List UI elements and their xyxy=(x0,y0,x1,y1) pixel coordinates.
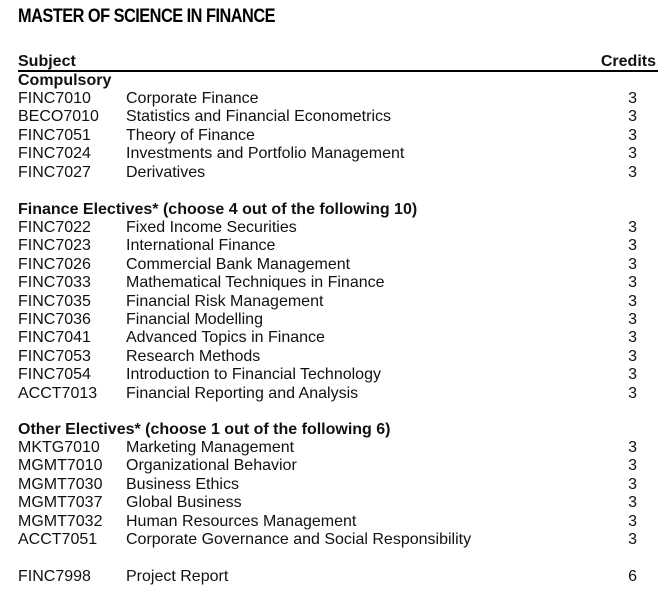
course-row xyxy=(18,293,656,311)
course-name: Commercial Bank Management xyxy=(126,255,351,273)
course-code: FINC7010 xyxy=(18,90,91,107)
course-name: Organizational Behavior xyxy=(126,457,297,475)
course-credits: 3 xyxy=(628,237,637,255)
course-credits: 3 xyxy=(628,274,637,292)
course-credits: 3 xyxy=(628,530,637,548)
course-credits: 3 xyxy=(628,292,637,310)
course-name: International Finance xyxy=(126,237,276,255)
course-name: Project Report xyxy=(126,568,229,585)
course-code: FINC7054 xyxy=(18,366,91,384)
course-name: Mathematical Techniques in Finance xyxy=(126,274,385,292)
course-row xyxy=(18,274,656,292)
course-name: Marketing Management xyxy=(126,439,295,456)
course-name: Corporate Finance xyxy=(126,90,259,107)
course-name: Introduction to Financial Technology xyxy=(126,366,381,384)
course-code: FINC7036 xyxy=(18,310,91,328)
course-credits: 3 xyxy=(628,163,637,181)
course-credits: 3 xyxy=(628,494,637,512)
course-row xyxy=(18,531,656,549)
course-code: MGMT7010 xyxy=(18,457,103,475)
course-row xyxy=(18,237,656,255)
course-code: ACCT7013 xyxy=(18,384,98,402)
course-row xyxy=(18,145,656,163)
course-name: Advanced Topics in Finance xyxy=(126,329,325,347)
course-credits: 3 xyxy=(628,255,637,273)
course-name: Statistics and Financial Econometrics xyxy=(126,108,391,126)
course-code: FINC7041 xyxy=(18,329,91,347)
course-row xyxy=(18,127,656,145)
course-code: MGMT7030 xyxy=(18,475,103,493)
course-row xyxy=(18,108,656,126)
course-credits: 3 xyxy=(628,347,637,365)
course-row xyxy=(18,311,656,329)
section-title: Finance Electives* (choose 4 out of the following 10) xyxy=(18,201,418,218)
table-header xyxy=(18,53,658,72)
course-credits: 3 xyxy=(628,90,637,107)
course-name: Financial Reporting and Analysis xyxy=(126,384,359,402)
course-code: MGMT7032 xyxy=(18,512,103,530)
course-row xyxy=(18,513,656,531)
course-credits: 3 xyxy=(628,219,637,236)
section-title: Other Electives* (choose 1 out of the following 6) xyxy=(18,421,391,438)
course-credits: 3 xyxy=(628,145,637,163)
course-name: Theory of Finance xyxy=(126,126,255,144)
course-row xyxy=(18,439,656,457)
course-code: FINC7035 xyxy=(18,292,91,310)
section-project xyxy=(18,568,656,586)
course-code: FINC7024 xyxy=(18,145,91,163)
course-row xyxy=(18,385,656,403)
course-code: FINC7051 xyxy=(18,126,91,144)
course-code: FINC7022 xyxy=(18,219,91,236)
course-code: BECO7010 xyxy=(18,108,99,126)
course-credits: 3 xyxy=(628,512,637,530)
course-code: FINC7026 xyxy=(18,255,91,273)
course-row xyxy=(18,568,656,586)
course-name: Human Resources Management xyxy=(126,512,357,530)
course-code: ACCT7051 xyxy=(18,530,98,548)
course-credits: 3 xyxy=(628,108,637,126)
section-title: Compulsory xyxy=(18,72,112,89)
course-row xyxy=(18,329,656,347)
subject-column-header: Subject xyxy=(18,53,76,70)
course-row xyxy=(18,164,656,182)
course-name: Research Methods xyxy=(126,347,261,365)
course-credits: 3 xyxy=(628,329,637,347)
course-row xyxy=(18,476,656,494)
section-other-electives xyxy=(18,421,656,549)
course-code: FINC7998 xyxy=(18,568,91,585)
course-credits: 3 xyxy=(628,384,637,402)
course-code: FINC7027 xyxy=(18,163,91,181)
page-title: MASTER OF SCIENCE IN FINANCE xyxy=(18,6,275,27)
course-row xyxy=(18,457,656,475)
course-credits: 3 xyxy=(628,310,637,328)
course-name: Financial Modelling xyxy=(126,310,263,328)
course-credits: 6 xyxy=(628,568,637,585)
course-row xyxy=(18,256,656,274)
course-code: MGMT7037 xyxy=(18,494,103,512)
course-row xyxy=(18,90,656,108)
course-code: MKTG7010 xyxy=(18,439,100,456)
course-name: Investments and Portfolio Management xyxy=(126,145,405,163)
course-credits: 3 xyxy=(628,439,637,456)
course-name: Global Business xyxy=(126,494,242,512)
course-name: Financial Risk Management xyxy=(126,292,324,310)
section-compulsory xyxy=(18,72,656,182)
course-code: FINC7033 xyxy=(18,274,91,292)
course-row xyxy=(18,494,656,512)
course-credits: 3 xyxy=(628,126,637,144)
course-credits: 3 xyxy=(628,457,637,475)
credits-column-header: Credits xyxy=(600,53,656,70)
course-row xyxy=(18,219,656,237)
course-row xyxy=(18,366,656,384)
course-row xyxy=(18,348,656,366)
course-name: Corporate Governance and Social Responsibility xyxy=(126,530,472,548)
course-name: Fixed Income Securities xyxy=(126,219,297,236)
section-finance-electives xyxy=(18,201,656,403)
course-credits: 3 xyxy=(628,475,637,493)
course-name: Derivatives xyxy=(126,163,206,181)
course-code: FINC7053 xyxy=(18,347,91,365)
course-code: FINC7023 xyxy=(18,237,91,255)
course-credits: 3 xyxy=(628,366,637,384)
course-name: Business Ethics xyxy=(126,475,239,493)
